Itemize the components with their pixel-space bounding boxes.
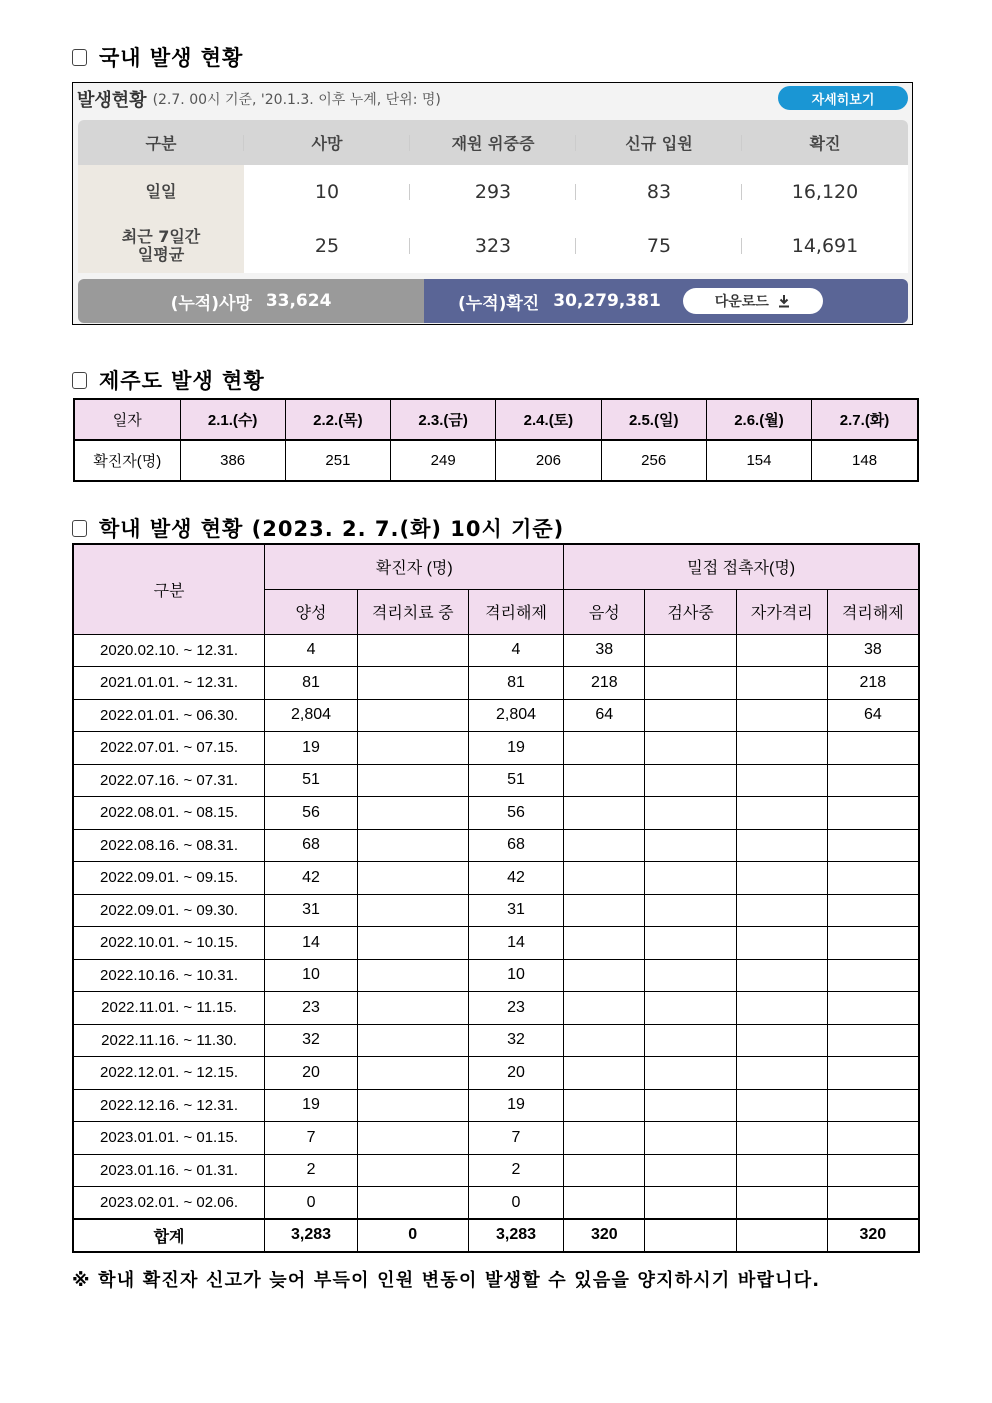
domestic-status-widget [72, 82, 913, 325]
jeju-value-row [74, 440, 918, 481]
value-cell: 31 [265, 894, 358, 927]
value-cell: 7 [468, 1122, 564, 1155]
value-cell [827, 797, 919, 830]
value-cell [736, 894, 827, 927]
period-cell: 2022.12.01. ~ 12.15. [73, 1057, 265, 1090]
value-cell [827, 829, 919, 862]
cumulative-bar [78, 279, 908, 323]
date-cell: 2.1.(수) [180, 399, 285, 440]
deaths-value: 25 [244, 235, 410, 257]
period-cell: 2022.10.16. ~ 10.31. [73, 959, 265, 992]
value-cell: 68 [468, 829, 564, 862]
jeju-table [73, 398, 919, 482]
value-cell [827, 1154, 919, 1187]
total-label: 합계 [73, 1219, 265, 1252]
value-cell [736, 1089, 827, 1122]
value-cell: 20 [265, 1057, 358, 1090]
value-cell [564, 1187, 645, 1220]
table-row [73, 634, 919, 667]
value-cell [736, 829, 827, 862]
value-cell [564, 1024, 645, 1057]
detail-view-button[interactable]: 자세히보기 [778, 86, 908, 110]
row-label: 최근 7일간 일평균 [78, 219, 244, 273]
value-cell [736, 992, 827, 1025]
value-cell: 81 [468, 667, 564, 700]
value-cell [645, 862, 737, 895]
value-cell: 64 [827, 699, 919, 732]
category-header: 구분 [73, 544, 265, 634]
value-cell: 218 [827, 667, 919, 700]
date-cell: 2.3.(금) [391, 399, 496, 440]
value-cell: 31 [468, 894, 564, 927]
col-header: 확진 [809, 134, 841, 153]
value-cell: 154 [706, 440, 811, 481]
col-header: 재원 위중증 [410, 131, 576, 154]
table-row [73, 1089, 919, 1122]
table-row [73, 797, 919, 830]
period-cell: 2022.12.16. ~ 12.31. [73, 1089, 265, 1122]
value-cell [564, 927, 645, 960]
value-cell [736, 1122, 827, 1155]
total-row [73, 1219, 919, 1252]
value-cell [564, 1089, 645, 1122]
value-cell [645, 667, 737, 700]
value-cell: 386 [180, 440, 285, 481]
period-cell: 2022.08.16. ~ 08.31. [73, 829, 265, 862]
deaths-value: 10 [244, 181, 410, 203]
value-cell [357, 797, 468, 830]
download-button[interactable]: 다운로드 [683, 288, 823, 314]
value-cell [564, 959, 645, 992]
value-cell: 0 [265, 1187, 358, 1220]
value-cell: 218 [564, 667, 645, 700]
value-cell [645, 992, 737, 1025]
value-cell: 4 [468, 634, 564, 667]
value-cell [827, 1024, 919, 1057]
value-cell [357, 1089, 468, 1122]
checkbox-icon [72, 49, 87, 66]
value-cell: 19 [265, 1089, 358, 1122]
value-cell [357, 1187, 468, 1220]
value-cell: 2,804 [265, 699, 358, 732]
table-row [73, 829, 919, 862]
jeju-header-row [74, 399, 918, 440]
value-cell: 64 [564, 699, 645, 732]
period-cell: 2022.07.01. ~ 07.15. [73, 732, 265, 765]
value-cell [564, 732, 645, 765]
value-cell: 81 [265, 667, 358, 700]
footnote: ※ 학내 확진자 신고가 늦어 부득이 인원 변동이 발생할 수 있음을 양지하시기 바랍니다. [72, 1270, 821, 1291]
value-cell [645, 1089, 737, 1122]
table-row [73, 992, 919, 1025]
date-cell: 2.7.(화) [812, 399, 918, 440]
cumulative-deaths: (누적)사망 33,624 [78, 279, 424, 323]
value-cell: 51 [265, 764, 358, 797]
value-cell: 14 [265, 927, 358, 960]
period-cell: 2022.09.01. ~ 09.15. [73, 862, 265, 895]
value-cell: 249 [391, 440, 496, 481]
value-cell [564, 829, 645, 862]
value-cell: 32 [265, 1024, 358, 1057]
critical-value: 293 [410, 181, 576, 203]
cumulative-confirmed: (누적)확진 30,279,381 다운로드 [424, 279, 908, 323]
value-cell [645, 927, 737, 960]
value-cell [564, 1154, 645, 1187]
date-header: 일자 [74, 399, 180, 440]
table-row [73, 862, 919, 895]
value-cell [564, 764, 645, 797]
domestic-section-title: 국내 발생 현황 [72, 42, 243, 72]
table-row [73, 732, 919, 765]
value-cell: 2 [265, 1154, 358, 1187]
value-cell [827, 732, 919, 765]
value-cell [645, 829, 737, 862]
period-cell: 2023.01.01. ~ 01.15. [73, 1122, 265, 1155]
value-cell [564, 1057, 645, 1090]
col-header: 양성 [265, 589, 358, 634]
value-cell: 2,804 [468, 699, 564, 732]
value-cell [357, 667, 468, 700]
value-cell [357, 1122, 468, 1155]
value-cell: 42 [265, 862, 358, 895]
period-cell: 2021.01.01. ~ 12.31. [73, 667, 265, 700]
value-cell: 206 [496, 440, 601, 481]
value-cell: 56 [468, 797, 564, 830]
value-cell [357, 862, 468, 895]
value-cell [645, 959, 737, 992]
total-cell: 320 [564, 1219, 645, 1252]
table-row [73, 1187, 919, 1220]
period-cell: 2022.11.01. ~ 11.15. [73, 992, 265, 1025]
col-header: 사망 [244, 131, 410, 154]
confirmed-group-header: 확진자 (명) [265, 544, 564, 589]
period-cell: 2022.07.16. ~ 07.31. [73, 764, 265, 797]
domestic-table-header [78, 120, 908, 165]
period-cell: 2022.01.01. ~ 06.30. [73, 699, 265, 732]
value-cell [827, 764, 919, 797]
table-row [73, 959, 919, 992]
value-cell [357, 764, 468, 797]
value-cell: 10 [468, 959, 564, 992]
value-cell [827, 1122, 919, 1155]
value-cell [645, 1024, 737, 1057]
value-cell [645, 894, 737, 927]
value-cell [645, 634, 737, 667]
value-cell: 23 [468, 992, 564, 1025]
table-row [73, 667, 919, 700]
value-cell [827, 959, 919, 992]
confirmed-value: 16,120 [791, 181, 859, 203]
value-cell: 19 [468, 1089, 564, 1122]
value-cell [645, 1187, 737, 1220]
checkbox-icon [72, 372, 87, 389]
value-cell [357, 959, 468, 992]
new-admission-value: 83 [576, 181, 742, 203]
col-header: 자가격리 [736, 589, 827, 634]
value-cell: 148 [812, 440, 918, 481]
row-label: 일일 [78, 165, 244, 219]
jeju-section-title: 제주도 발생 현황 [72, 365, 265, 395]
col-header: 격리치료 중 [357, 589, 468, 634]
widget-header [77, 85, 441, 113]
value-cell: 0 [468, 1187, 564, 1220]
value-cell [645, 732, 737, 765]
value-cell: 51 [468, 764, 564, 797]
total-cell: 0 [357, 1219, 468, 1252]
value-cell: 38 [564, 634, 645, 667]
value-cell [645, 764, 737, 797]
value-cell: 42 [468, 862, 564, 895]
col-header: 신규 입원 [576, 131, 742, 154]
value-cell [736, 764, 827, 797]
school-section-title: 학내 발생 현황 (2023. 2. 7.(화) 10시 기준) [72, 513, 564, 543]
value-cell [736, 862, 827, 895]
table-row [78, 219, 908, 273]
value-cell [357, 1024, 468, 1057]
value-cell [357, 992, 468, 1025]
value-cell [564, 1122, 645, 1155]
value-cell [827, 862, 919, 895]
value-cell: 7 [265, 1122, 358, 1155]
value-cell [736, 634, 827, 667]
school-table [72, 543, 920, 1253]
date-cell: 2.2.(목) [285, 399, 390, 440]
confirmed-value: 14,691 [791, 235, 859, 257]
total-cell: 320 [827, 1219, 919, 1252]
table-row [73, 764, 919, 797]
col-header: 구분 [78, 131, 244, 154]
value-cell [736, 699, 827, 732]
date-cell: 2.4.(토) [496, 399, 601, 440]
value-cell: 23 [265, 992, 358, 1025]
value-cell [564, 862, 645, 895]
period-cell: 2022.11.16. ~ 11.30. [73, 1024, 265, 1057]
value-cell [357, 1154, 468, 1187]
value-cell [357, 634, 468, 667]
period-cell: 2022.08.01. ~ 08.15. [73, 797, 265, 830]
value-cell: 4 [265, 634, 358, 667]
value-cell [827, 1089, 919, 1122]
table-row [73, 1057, 919, 1090]
table-row [73, 927, 919, 960]
value-cell [357, 894, 468, 927]
value-cell [736, 959, 827, 992]
critical-value: 323 [410, 235, 576, 257]
value-cell [736, 1057, 827, 1090]
value-cell [827, 894, 919, 927]
value-cell [564, 894, 645, 927]
table-row [73, 699, 919, 732]
total-cell [736, 1219, 827, 1252]
value-cell [357, 732, 468, 765]
value-cell [736, 927, 827, 960]
row-label: 확진자(명) [74, 440, 180, 481]
value-cell [827, 1187, 919, 1220]
table-row [73, 1024, 919, 1057]
col-header: 격리해제 [827, 589, 919, 634]
total-cell: 3,283 [265, 1219, 358, 1252]
value-cell [736, 667, 827, 700]
value-cell [564, 797, 645, 830]
value-cell [736, 1154, 827, 1187]
widget-subtitle: (2.7. 00시 기준, '20.1.3. 이후 누계, 단위: 명) [152, 92, 441, 108]
domestic-stats-table [78, 120, 908, 273]
period-cell: 2023.01.16. ~ 01.31. [73, 1154, 265, 1187]
table-row [73, 1154, 919, 1187]
value-cell [645, 1057, 737, 1090]
total-cell: 3,283 [468, 1219, 564, 1252]
value-cell: 20 [468, 1057, 564, 1090]
value-cell: 251 [285, 440, 390, 481]
table-row [73, 894, 919, 927]
date-cell: 2.5.(일) [601, 399, 706, 440]
value-cell: 38 [827, 634, 919, 667]
total-cell [645, 1219, 737, 1252]
table-row [73, 1122, 919, 1155]
value-cell [645, 699, 737, 732]
value-cell [736, 732, 827, 765]
value-cell [357, 699, 468, 732]
download-icon [777, 294, 791, 308]
value-cell: 32 [468, 1024, 564, 1057]
period-cell: 2023.02.01. ~ 02.06. [73, 1187, 265, 1220]
value-cell: 10 [265, 959, 358, 992]
value-cell [645, 797, 737, 830]
value-cell [827, 927, 919, 960]
checkbox-icon [72, 520, 87, 537]
value-cell: 56 [265, 797, 358, 830]
value-cell [736, 1187, 827, 1220]
value-cell [827, 992, 919, 1025]
value-cell [645, 1122, 737, 1155]
date-cell: 2.6.(월) [706, 399, 811, 440]
col-header: 검사중 [645, 589, 737, 634]
value-cell: 19 [468, 732, 564, 765]
value-cell [645, 1154, 737, 1187]
value-cell: 2 [468, 1154, 564, 1187]
value-cell: 14 [468, 927, 564, 960]
value-cell: 19 [265, 732, 358, 765]
value-cell [736, 1024, 827, 1057]
value-cell [357, 829, 468, 862]
value-cell [564, 992, 645, 1025]
new-admission-value: 75 [576, 235, 742, 257]
value-cell [357, 1057, 468, 1090]
widget-title: 발생현황 [77, 90, 147, 111]
col-header: 격리해제 [468, 589, 564, 634]
table-row [78, 165, 908, 219]
period-cell: 2020.02.10. ~ 12.31. [73, 634, 265, 667]
value-cell [827, 1057, 919, 1090]
value-cell [736, 797, 827, 830]
value-cell: 68 [265, 829, 358, 862]
value-cell [357, 927, 468, 960]
value-cell: 256 [601, 440, 706, 481]
period-cell: 2022.09.01. ~ 09.30. [73, 894, 265, 927]
contact-group-header: 밀접 접촉자(명) [564, 544, 919, 589]
period-cell: 2022.10.01. ~ 10.15. [73, 927, 265, 960]
col-header: 음성 [564, 589, 645, 634]
